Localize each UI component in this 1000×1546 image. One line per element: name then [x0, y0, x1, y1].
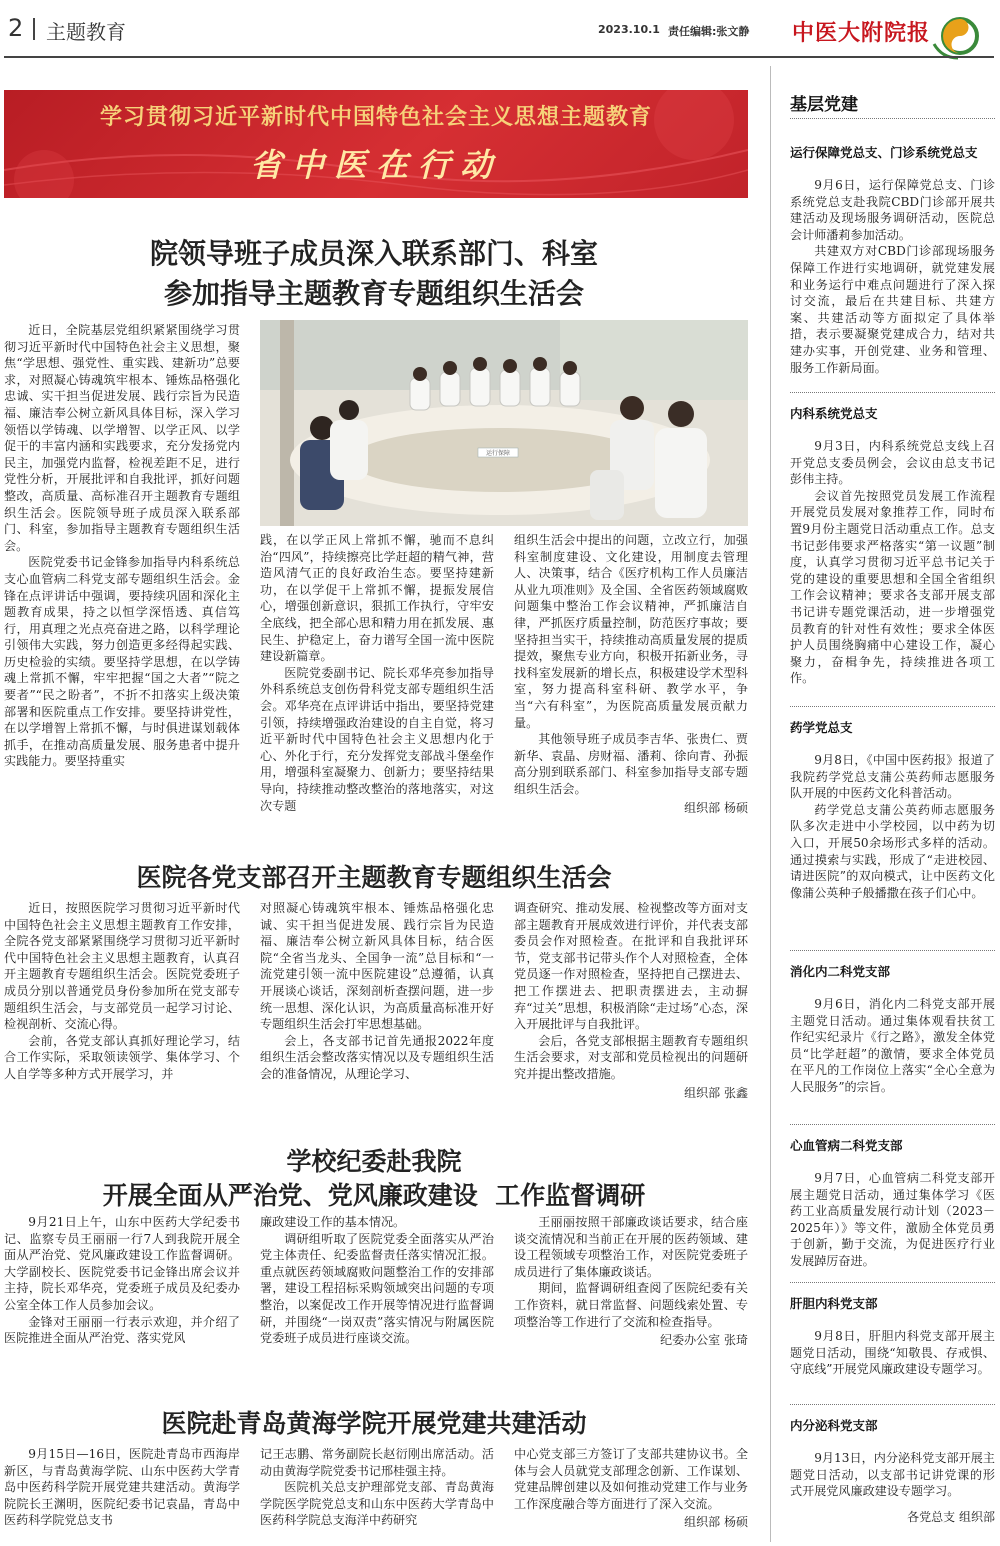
article1-title-line1: 院领导班子成员深入联系部门、科室 — [149, 237, 598, 270]
article1-title-line2: 参加指导主题教育专题组织生活会 — [163, 277, 584, 310]
article4-title: 医院赴青岛黄海学院开展党建共建活动 — [161, 1409, 587, 1438]
sidebar-signature: 各党总支 组织部 — [907, 1509, 995, 1524]
sidebar-section-2: 内科系统党总支 9月3日，内科系统党总支线上召开党总支委员例会，会议由总支书记彭伟主持。 会议首先按照党员发展工作流程开展党员发展对象推荐工作，同时布置9月份主题党日活动重点工作。总支书记彭伟要求严格落实“第一议题”制度，认真学习贯彻习近平总书记关于党的建设的重要思想和全国全省组织工作会议精神；要求各支部开展支部书记讲专题党课活动，进一步增强党员教育的针对性有效性；要求全体医护人员围绕胸痛中心建设工作，凝心聚力，奋楫争先，持续推进各项工作。 — [790, 406, 995, 686]
sidebar-heading: 药学党总支 — [790, 720, 853, 735]
sidebar-section-5: 心血管病二科党支部 9月7日，心血管病二科党支部开展主题党日活动，通过集体学习《医药工业高质量发展行动计划（2023－2025年）》等文件，激励全体党员勇于创新，勤于交流，为促进医疗行业发展踔厉奋进。 — [790, 1138, 995, 1268]
article2-title: 医院各党支部召开主题教育专题组织生活会 — [136, 863, 612, 892]
sidebar-heading: 消化内二科党支部 — [790, 964, 891, 979]
article1-col2: 践，在以学正风上常抓不懈，驰而不息纠治“四风”，持续擦亮比学赶超的精气神，营造风清气正的良好政治生态。要坚持建新功，在以学促干上常抓不懈，提振发展信心，增强创新意识，狠抓工作执行，守牢安全底线，把全部心思和精力用在抓发展、惠民生、护稳定上，奋力谱写全国一流中医院建设新篇章。 医院党委副书记、院长邓华亮参加指导外科系统总支创伤骨科党支部专题组织生活会。邓华亮在点评讲话中指出，要坚持党建引领，持续增强政治建设的自主自觉，将习近平新时代中国特色社会主义思想内化于心、外化于行，充分发挥党支部战斗堡垒作用，增强科室凝聚力、创新力；要坚持结果导向，持续推动整改整治的落地落实，对这次专题 — [260, 533, 494, 813]
meeting-scene — [260, 320, 748, 526]
article3-col2: 廉政建设工作的基本情况。 调研组听取了医院党委全面落实从严治党主体责任、纪委监督责任落实情况汇报。重点就医药领域腐败问题整治工作的安排部署，建设工程招标采购领域突出问题的专项整治，以案促改工作开展等情况进行监督调研，并围绕“一岗双责”落实情况与附属医院党委班子成员进行座谈交流。 — [260, 1215, 494, 1346]
article3-title-line1: 学校纪委赴我院 — [286, 1147, 462, 1176]
sidebar-heading: 运行保障党总支、门诊系统党总支 — [790, 145, 978, 160]
page-number: 2 — [8, 14, 24, 42]
banner-line1: 学习贯彻习近平新时代中国特色社会主义思想主题教育 — [99, 104, 652, 130]
article2-col1: 近日，按照医院学习贯彻习近平新时代中国特色社会主义思想主题教育工作安排，全院各党支部紧紧围绕学习贯彻习近平新时代中国特色社会主义思想主题教育，认真召开主题教育专题组织生活会。医院党委班子成员分别以普通党员身份参加所在党支部专题组织生活会，与支部党员一起学习讨论、检视剖析、交流心得。 会前，各党支部认真抓好理论学习，结合工作实际，采取领读领学、集体学习、个人自学等多种方式开展学习，并 — [4, 901, 240, 1081]
sidebar-heading: 心血管病二科党支部 — [790, 1138, 903, 1153]
article4-col3: 中心党支部三方签订了支部共建协议书。全体与会人员就党支部理念创新、工作谋划、党建品牌创建以及如何推动党建工作与业务工作深度融合等方面进行了深入交流。 组织部 杨硕 — [514, 1447, 748, 1530]
masthead-title: 中医大附院报 — [792, 20, 931, 46]
article2-col2: 对照凝心铸魂筑牢根本、锤炼品格强化忠诚、实干担当促进发展、践行宗旨为民造福、廉洁奉公树立新风具体目标，结合医院“全省当龙头、全国争一流”总目标和“一流党建引领一流中医院建设”总遵循，认真开展谈心谈话，深刻剖析查摆问题，进一步统一思想、深化认识，为高质量高标准开好专题组织生活会打牢思想基础。 会上，各支部书记首先通报2022年度组织生活会整改落实情况以及专题组织生活会的准备情况，从理论学习、 — [260, 901, 494, 1081]
meeting-photo — [260, 320, 748, 526]
article4-signature: 组织部 杨硕 — [684, 1515, 748, 1530]
article3-title-line2: 开展全面从严治党、党风廉政建设 工作监督调研 — [102, 1181, 646, 1210]
article2-col3: 调查研究、推动发展、检视整改等方面对支部主题教育开展成效进行评价，并代表支部委员会作对照检查。在批评和自我批评环节，党支部书记带头作个人对照检查，全体党员逐一作对照检查，坚持把自己摆进去、把工作摆进去、把职责摆进去，主动摒弃“过关”思想，积极消除“走过场”心态，深入开展批评与自我批评。 会后，各党支部根据主题教育专题组织生活会要求，对支部和党员检视出的问题研究并提出整改措施。 组织部 张鑫 — [514, 901, 748, 1100]
sidebar-heading: 肝胆内科党支部 — [790, 1296, 878, 1311]
banner-line2: 省中医在行动 — [249, 146, 502, 184]
sidebar-heading: 内分泌科党支部 — [790, 1418, 878, 1433]
article4-col2: 记王志鹏、常务副院长赵衍刚出席活动。活动由黄海学院党委书记邢桂强主持。 医院机关总支护理部党支部、青岛黄海学院医学院党总支和山东中医药大学青岛中医药科学院总支海洋中药研究 — [260, 1447, 494, 1528]
article2-signature: 组织部 张鑫 — [684, 1085, 748, 1100]
article1-signature: 组织部 杨硕 — [684, 800, 748, 815]
issue-date: 2023.10.1 — [598, 23, 660, 36]
sidebar-heading: 内科系统党总支 — [790, 406, 878, 421]
sidebar-section-6: 肝胆内科党支部 9月8日，肝胆内科党支部开展主题党日活动，围绕“知敬畏、存戒惧、守底线”开展党风廉政建设专题学习。 — [790, 1296, 995, 1377]
sidebar-section-7: 内分泌科党支部 9月13日，内分泌科党支部开展主题党日活动，以支部书记讲党课的形式开展党风廉政建设专题学习。 各党总支 组织部 — [790, 1418, 995, 1524]
header-rule — [4, 56, 994, 58]
sidebar-divider — [770, 66, 771, 1542]
sidebar-section-1: 运行保障党总支、门诊系统党总支 9月6日，运行保障党总支、门诊系统党总支赴我院CBD门诊部开展共建活动及现场服务调研活动，医院总会计师潘莉参加活动。 共建双方对CBD门诊部现场服务保障工作进行实地调研，就党建发展和业务运行中难点问题进行了深入探讨交流，最后在共建目标、共建方案、共建活动等方面拟定了具体举措，表示要凝聚党建成合力，结对共建办实事，开创党建、业务和管理、服务工作新局面。 — [790, 145, 995, 375]
article3-col1: 9月21日上午，山东中医药大学纪委书记、监察专员王丽丽一行7人到我院开展全面从严治党、党风廉政建设工作监督调研。大学副校长、医院党委书记金锋出席会议并主持，院长邓华亮，党委班子成员及纪委办公室全体工作人员参加会议。 金锋对王丽丽一行表示欢迎，并介绍了医院推进全面从严治党、落实党风 — [4, 1215, 240, 1346]
sidebar-title: 基层党建 — [790, 95, 858, 115]
article3-signature: 纪委办公室 张琦 — [660, 1333, 748, 1348]
article4-col1: 9月15日—16日，医院赴青岛市西海岸新区，与青岛黄海学院、山东中医药大学青岛中医药科学院开展党建共建活动。黄海学院院长王渊明，医院纪委书记袁晶，青岛中医药科学院党总支书 — [4, 1447, 240, 1528]
sidebar-section-3: 药学党总支 9月8日，《中国中医药报》报道了我院药学党总支蒲公英药师志愿服务队开展的中医药文化科普活动。 药学党总支蒲公英药师志愿服务队多次走进中小学校园，以中药为切入口，开展50余场形式多样的活动。通过摸索与实践，形成了“走进校园、请进医院”的双向模式，让中医药文化像蒲公英种子般播撒在孩子们心中。 — [790, 720, 995, 900]
article1-col3: 组织生活会中提出的问题，立改立行，加强科室制度建设、文化建设，用制度去管理人、决策事，结合《医疗机构工作人员廉洁从业九项准则》及全国、全省医药领域腐败问题集中整治工作会议精神，严抓廉洁自律，严抓医疗质量控制，防范医疗事故；要坚持担当实干，持续推动高质量发展的提质提效，聚焦专业方向，积极开拓新业务，寻找科室发展新的增长点，积极建设学术型科室，努力提高科室科研、教学水平，争当“六有科室”，为医院高质量发展贡献力量。 其他领导班子成员李吉华、张贵仁、贾新华、袁晶、房财福、潘莉、徐向青、孙振高分别到联系部门、科室参加指导支部专题组织生活会。 组织部 杨硕 — [514, 533, 748, 815]
theme-banner — [4, 90, 748, 198]
section-name: 主题教育 — [46, 20, 126, 44]
photo-table-sign: 运行保障 — [485, 450, 511, 457]
sidebar-section-4: 消化内二科党支部 9月6日，消化内二科党支部开展主题党日活动。通过集体观看扶贫工作纪实纪录片《行之路》，激发全体党员“比学赶超”的激情，要求全体党员在平凡的工作岗位上落实“全心全意为人民服务”的宗旨。 — [790, 964, 995, 1094]
header-divider — [33, 18, 35, 40]
article3-col3: 王丽丽按照干部廉政谈话要求，结合座谈交流情况和当前正在开展的医药领域、建设工程领域专项整治工作，对医院党委班子成员进行了集体廉政谈话。 期间，监督调研组查阅了医院纪委有关工作资料，就日常监督、问题线索处置、专项整治等工作进行了交流和检查指导。 纪委办公室 张琦 — [514, 1215, 748, 1348]
article1-col1: 近日，全院基层党组织紧紧围绕学习贯彻习近平新时代中国特色社会主义思想，聚焦“学思想、强党性、重实践、建新功”总要求，对照凝心铸魂筑牢根本、锤炼品格强化忠诚、实干担当促进发展、践行宗旨为民造福、廉洁奉公树立新风具体目标，深入学习领悟以学铸魂、以学增智、以学正风、以学促干的丰富内涵和实践要求，充分发扬党内民主，加强党内监督，检视差距不足，进行党性分析，开展批评和自我批评，抓好问题整改，高质量、高标准召开主题教育专题组织生活会。医院领导班子成员深入联系部门、科室，参加指导主题教育专题组织生活会。 医院党委书记金锋参加指导内科系统总支心血管病二科党支部专题组织生活会。金锋在点评讲话中强调，要持续巩固和深化主题教育成果，持之以恒学深悟透、真信笃行，用真理之光点亮奋进之路，以科学理论引领伟大实践，努力创造更多经得起实践、历史检验的实绩。要坚持学思想，在以学铸魂上常抓不懈，牢牢把握“国之大者”“院之要者”“民之盼者”，不折不扣落实上级决策部署和医院重点工作安排。要坚持讲党性，在以学增智上常抓不懈，与时俱进谋划载体抓手，在推动高质量发展、服务患者中提升实践能力。要坚持重实 — [4, 323, 240, 769]
editor-credit: 责任编辑:张文静 — [668, 25, 750, 38]
masthead-logo — [928, 10, 990, 62]
